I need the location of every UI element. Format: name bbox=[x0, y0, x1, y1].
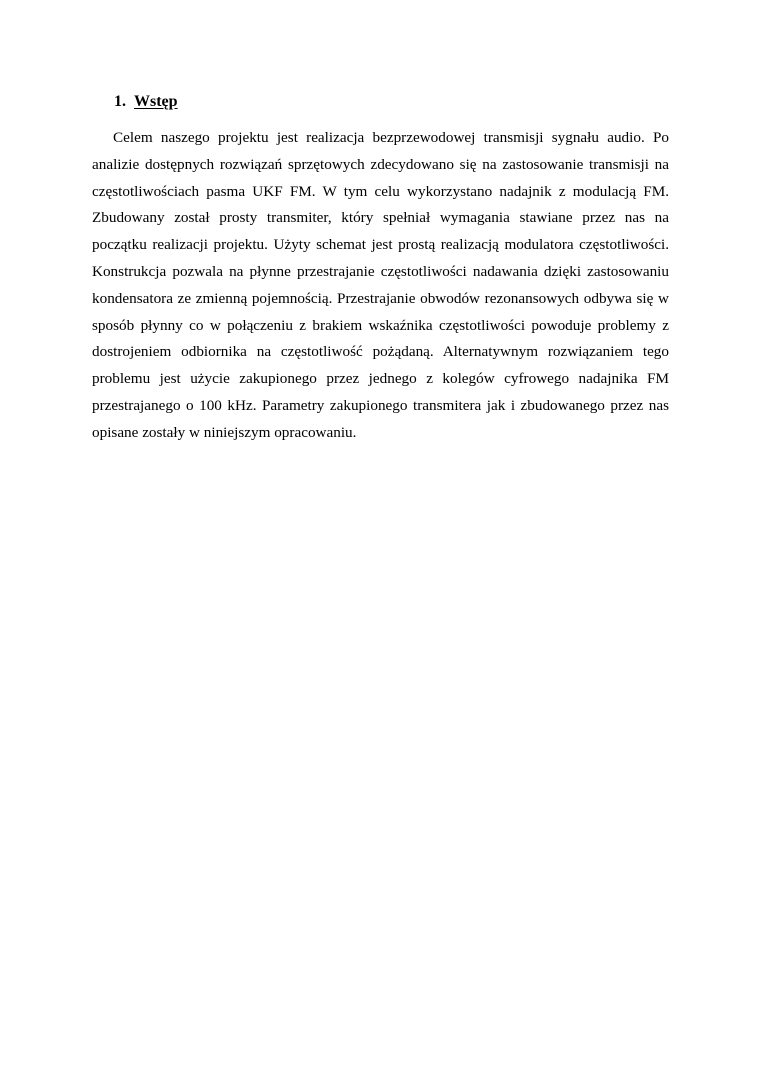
paragraph-line: przestrajanego o 100 kHz. Parametry zakupionego transmitera jak i zbudowanego przez nas bbox=[92, 396, 669, 414]
paragraph-line: częstotliwościach pasma UKF FM. W tym celu wykorzystano nadajnik z modulacją FM. bbox=[92, 182, 669, 200]
paragraph-line: Celem naszego projektu jest realizacja bezprzewodowej transmisji sygnału audio. Po bbox=[113, 129, 669, 146]
section-heading bbox=[114, 90, 178, 114]
intro-paragraph bbox=[92, 125, 669, 447]
paragraph-line: sposób płynny co w połączeniu z brakiem wskaźnika częstotliwości powoduje problemy z bbox=[92, 316, 669, 334]
paragraph-line: początku realizacji projektu. Użyty schemat jest prostą realizacją modulatora częstotliwości. bbox=[92, 236, 669, 254]
paragraph-line: dostrojeniem odbiornika na częstotliwość pożądaną. Alternatywnym rozwiązaniem tego bbox=[92, 343, 669, 361]
section-title: Wstęp bbox=[134, 93, 178, 110]
section-number: 1. bbox=[114, 93, 126, 110]
paragraph-line: Konstrukcja pozwala na płynne przestrajanie częstotliwości nadawania dzięki zastosowaniu bbox=[92, 262, 669, 280]
paragraph-line: kondensatora ze zmienną pojemnością. Przestrajanie obwodów rezonansowych odbywa się w bbox=[92, 289, 669, 307]
paragraph-line: analizie dostępnych rozwiązań sprzętowych zdecydowano się na zastosowanie transmisji na bbox=[92, 155, 669, 173]
paragraph-line: Zbudowany został prosty transmiter, który spełniał wymagania stawiane przez nas na bbox=[92, 209, 669, 227]
paragraph-line: opisane zostały w niniejszym opracowaniu. bbox=[92, 423, 357, 441]
paragraph-line: problemu jest użycie zakupionego przez jednego z kolegów cyfrowego nadajnika FM bbox=[92, 370, 669, 388]
